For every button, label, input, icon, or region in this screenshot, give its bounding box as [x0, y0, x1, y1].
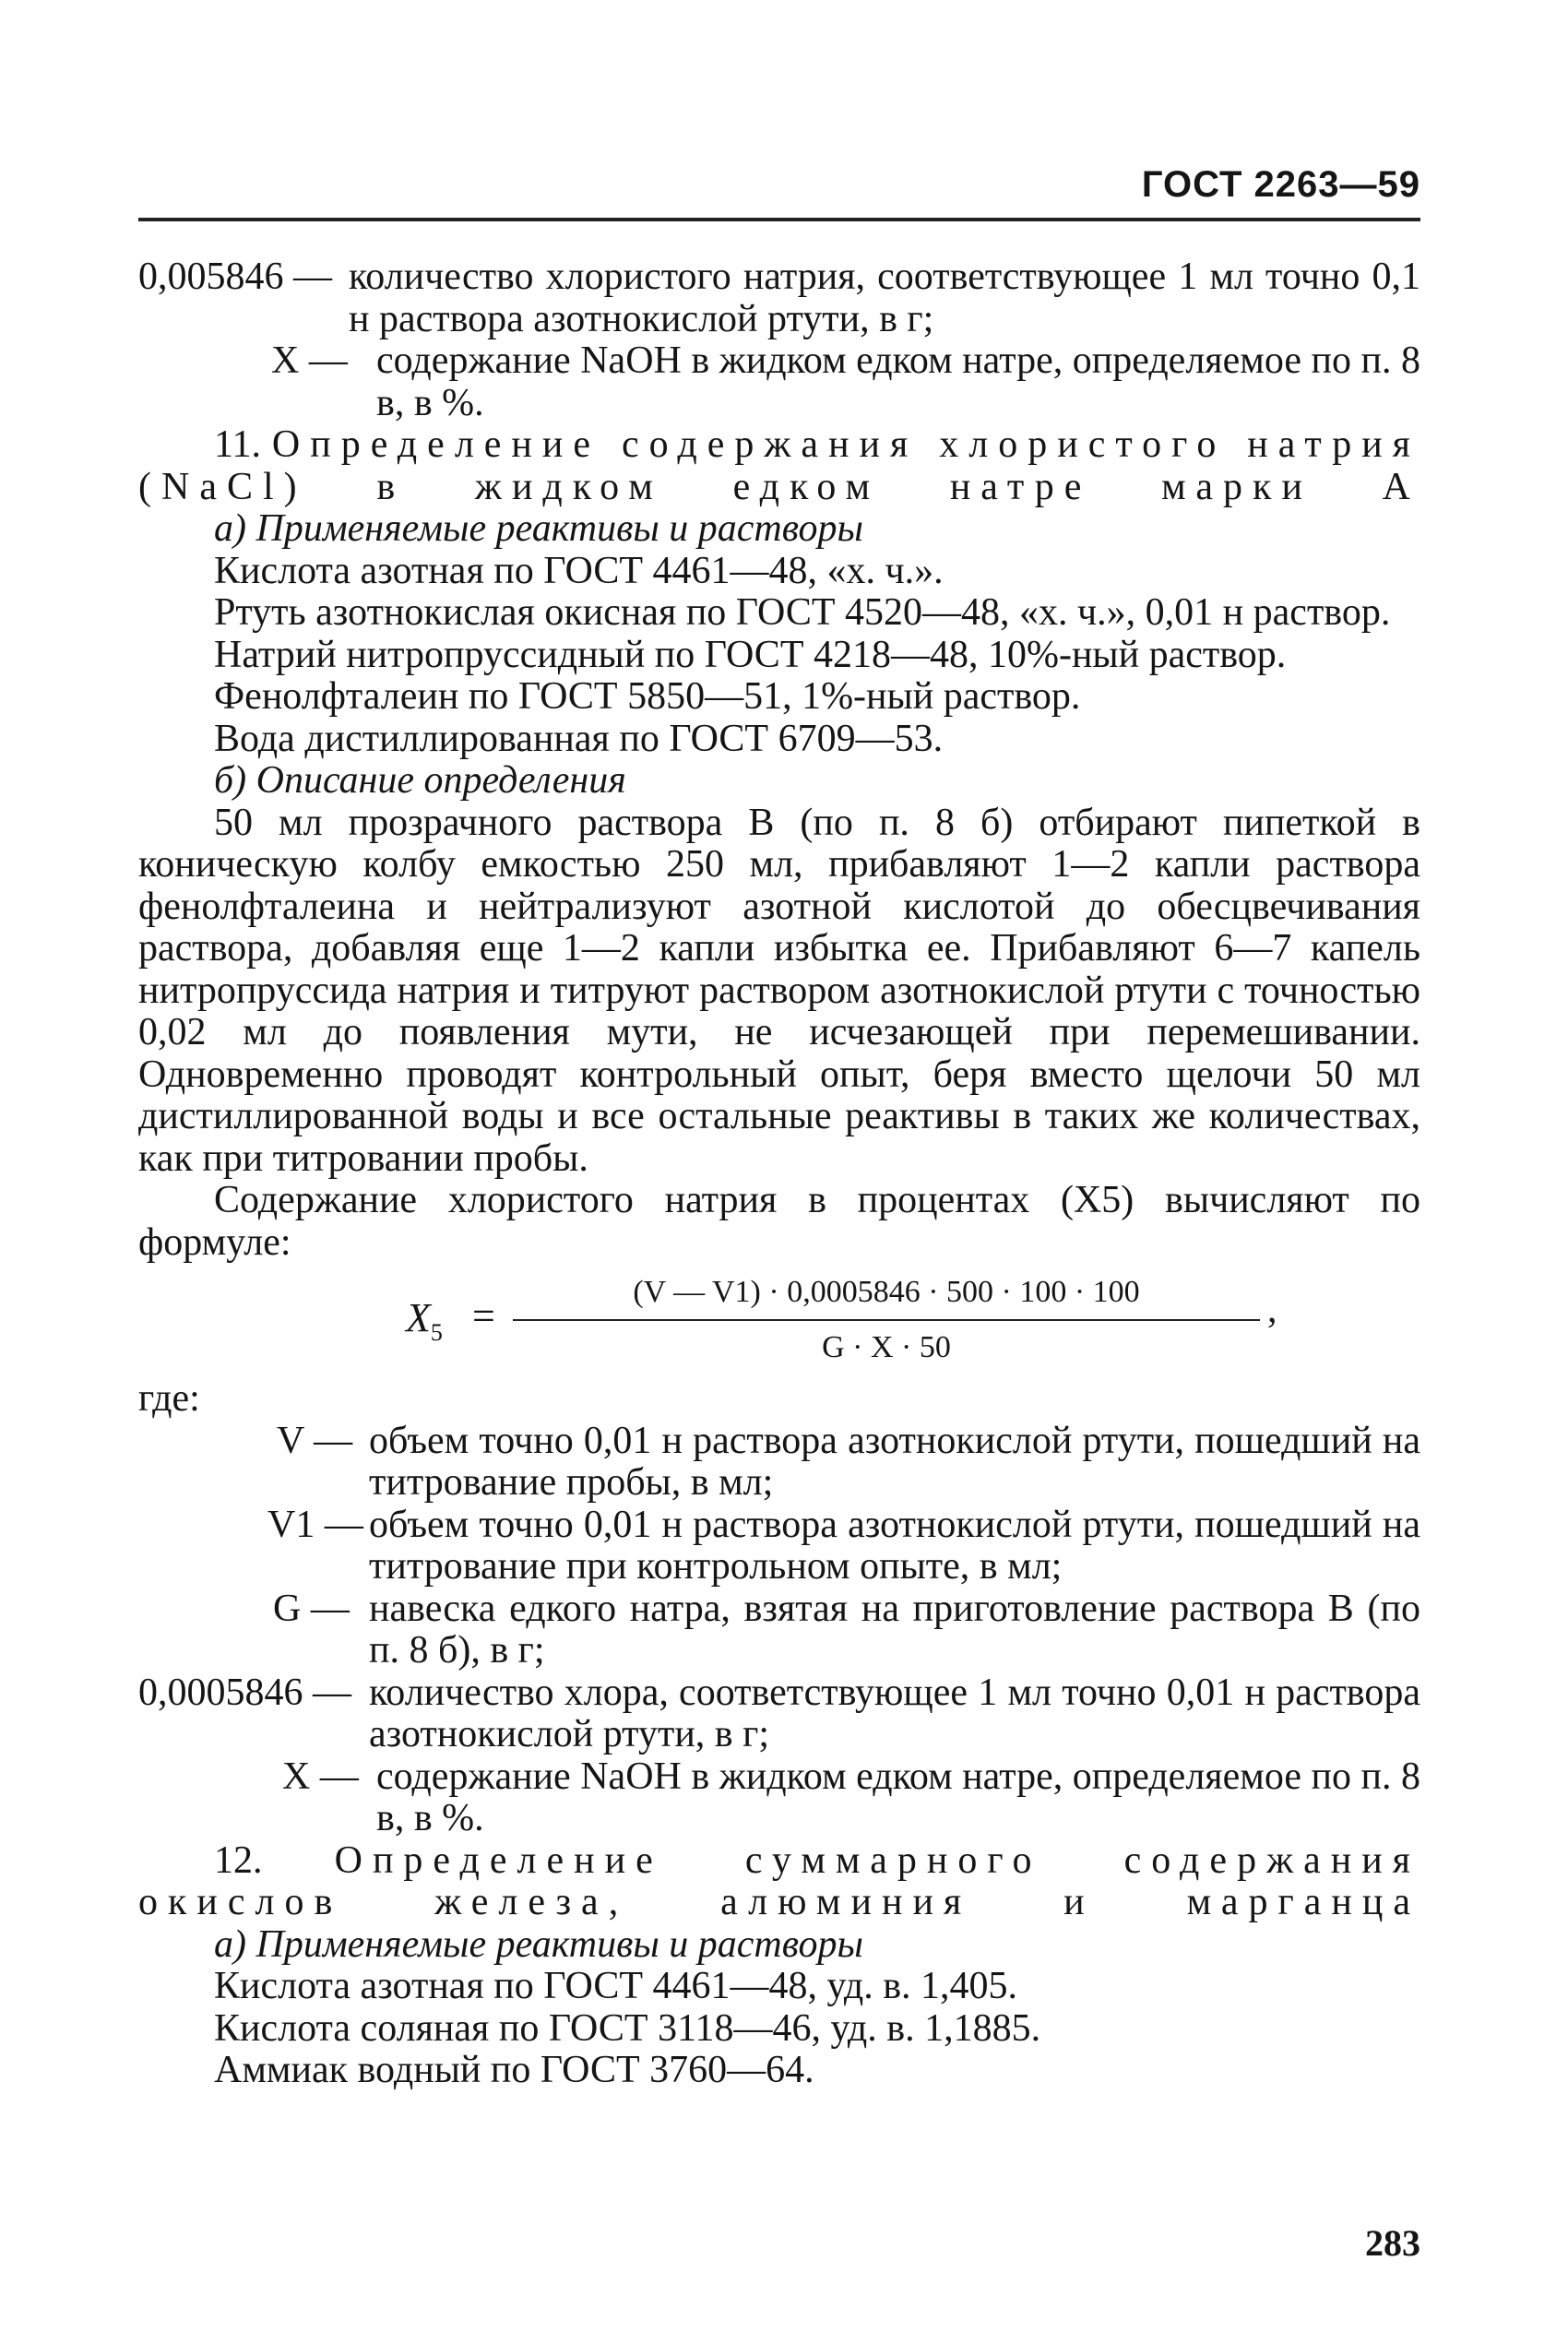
definition-v1 [138, 1505, 1420, 1588]
definition-text: объем точно 0,01 н раствора азотнокислой ртути, пошедший на титрование пробы, в мл; [369, 1419, 1420, 1504]
reagent-line: Фенолфталеин по ГОСТ 5850—51, 1%-ный раствор. [214, 675, 1081, 718]
formula-x5 [138, 1271, 1420, 1373]
section-title: Определение суммарного содержания окислов железа, алюминия и марганца [138, 1838, 1420, 1923]
document-body [138, 256, 1420, 2092]
definition-symbol: G — [273, 1587, 350, 1630]
section-title: Определение содержания хлористого натрия (NaCl) в жидком едком натре марки А [138, 423, 1420, 508]
definition-g [138, 1588, 1420, 1672]
reagent-line: Ртуть азотнокислая окисная по ГОСТ 4520—48, «х. ч.», 0,01 н раствор. [214, 591, 1391, 634]
definition-naoh-content [138, 340, 1420, 424]
definition-symbol: V — [277, 1419, 353, 1462]
section-number: 11. [214, 423, 261, 466]
reagent-line: Кислота азотная по ГОСТ 4461—48, «х. ч.». [214, 549, 944, 592]
definition-text: количество хлора, соответствующее 1 мл точно 0,01 н раствора азотнокислой ртути, в г; [369, 1671, 1420, 1755]
formula-intro: Содержание хлористого натрия в процентах (X5) вычисляют по формуле: [138, 1179, 1420, 1264]
subsection-b-heading: б) Описание определения [214, 759, 626, 802]
definition-symbol: 0,005846 — [138, 256, 332, 298]
reagent-line: Кислота соляная по ГОСТ 3118—46, уд. в. 1,1885. [214, 2006, 1041, 2050]
definition-text: объем точно 0,01 н раствора азотнокислой ртути, пошедший на титрование при контрольном опыте, в мл; [369, 1503, 1420, 1588]
formula-trailing-comma: , [1267, 1289, 1277, 1331]
section-number: 12. [214, 1838, 263, 1882]
formula-numerator: (V — V1) · 0,0005846 · 500 · 100 · 100 [513, 1271, 1260, 1321]
definition-x [138, 1756, 1420, 1840]
procedure-paragraph: 50 мл прозрачного раствора В (по п. 8 б) отбирают пипеткой в коническую колбу емкостью 250 мл, прибавляют 1—2 капли раствора фенолфталеина и нейтрализуют азотной кислотой до обесцвечивания раствора, добавляя еще 1—2 капли избытка ее. Прибавляют 6—7 капель нитропруссида натрия и титруют раствором азотнокислой ртути с точностью 0,02 мл до появления мути, не исчезающей при перемешивании. Одновременно проводят контрольный опыт, беря вместо щелочи 50 мл дистиллированной воды и все остальные реактивы в таких же количествах, как при титровании пробы. [138, 801, 1420, 1180]
reagent-line: Кислота азотная по ГОСТ 4461—48, уд. в. 1,405. [214, 1965, 1018, 2007]
formula-lhs: $X_5$ [406, 1295, 443, 1346]
page-header: ГОСТ 2263—59 [1141, 164, 1420, 205]
definition-text: навеска едкого натра, взятая на приготовление раствора В (по п. 8 б), в г; [369, 1587, 1420, 1672]
formula-denominator: G · X · 50 [822, 1329, 951, 1364]
page-number: 283 [1365, 2222, 1420, 2264]
reagent-line: Аммиак водный по ГОСТ 3760—64. [214, 2049, 814, 2091]
definition-symbol: X — [271, 339, 348, 382]
subsection-a-heading: а) Применяемые реактивы и растворы [214, 507, 863, 550]
definition-chlorine-coefficient [138, 1672, 1420, 1756]
section-12-heading [138, 1840, 1420, 1924]
definition-symbol: 0,0005846 — [138, 1671, 351, 1714]
where-label: где: [138, 1377, 200, 1420]
definition-symbol: X — [282, 1755, 359, 1798]
definition-naCl-coefficient [138, 256, 1420, 340]
definition-v [138, 1421, 1420, 1505]
formula-fraction [513, 1271, 1260, 1368]
header-rule [138, 218, 1420, 221]
subsection-a-heading: а) Применяемые реактивы и растворы [214, 1922, 863, 1966]
definition-text: содержание NaOH в жидком едком натре, определяемое по п. 8 в, в %. [376, 1755, 1420, 1839]
definition-symbol: V1 — [267, 1503, 363, 1546]
reagent-line: Вода дистиллированная по ГОСТ 6709—53. [214, 717, 944, 760]
section-11-heading [138, 424, 1420, 508]
definition-text: содержание NaOH в жидком едком натре, определяемое по п. 8 в, в %. [376, 339, 1420, 424]
definition-text: количество хлористого натрия, соответствующее 1 мл точно 0,1 н раствора азотнокислой ртути, в г; [349, 256, 1420, 340]
formula-equals: = [472, 1293, 495, 1339]
reagent-line: Натрий нитропруссидный по ГОСТ 4218—48, 10%-ный раствор. [214, 633, 1287, 676]
